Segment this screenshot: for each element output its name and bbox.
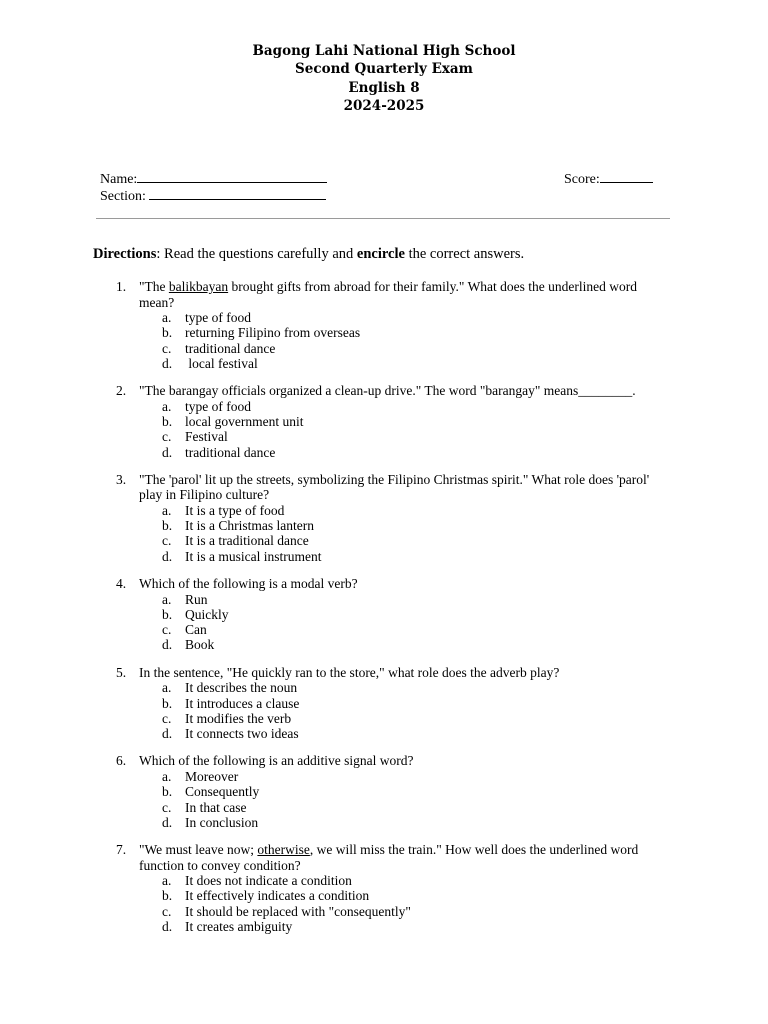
option-letter: c. <box>162 622 172 638</box>
option-text: It introduces a clause <box>185 695 300 711</box>
question-text-pre: "We must leave now; <box>139 842 258 858</box>
section-field[interactable] <box>93 169 326 205</box>
question-list <box>0 279 768 946</box>
option-text: It is a traditional dance <box>185 533 309 549</box>
option-b[interactable] <box>0 325 768 340</box>
option-list <box>0 873 768 934</box>
option-list <box>0 592 768 653</box>
option-a[interactable] <box>0 503 768 518</box>
option-list <box>0 399 768 460</box>
option-text: Quickly <box>185 606 229 622</box>
subject-title: English 8 <box>348 79 420 96</box>
option-letter: b. <box>162 784 173 800</box>
option-text: Moreover <box>185 768 239 784</box>
section-blank[interactable] <box>149 186 326 200</box>
option-text: It is a type of food <box>185 502 285 518</box>
question-text-post: brought gifts from abroad for their family." What does the underlined word mean? <box>139 279 638 310</box>
option-a[interactable] <box>0 769 768 784</box>
question-text <box>139 383 669 399</box>
option-letter: a. <box>162 502 172 518</box>
option-text: local festival <box>185 355 258 371</box>
question-number: 7. <box>116 842 127 858</box>
option-text: It is a musical instrument <box>185 548 322 564</box>
option-text: type of food <box>185 398 251 414</box>
option-c[interactable] <box>0 622 768 637</box>
option-letter: c. <box>162 710 172 726</box>
option-text: In that case <box>185 799 247 815</box>
option-letter: d. <box>162 919 173 935</box>
option-text: It creates ambiguity <box>185 919 293 935</box>
option-list <box>0 503 768 564</box>
option-text: Festival <box>185 429 228 445</box>
section-label: Section: <box>100 189 146 204</box>
option-letter: b. <box>162 606 173 622</box>
option-list <box>0 769 768 830</box>
question-text-underlined: otherwise <box>257 842 310 858</box>
option-letter: a. <box>162 398 172 414</box>
option-letter: b. <box>162 888 173 904</box>
question-number: 4. <box>116 576 127 592</box>
option-d[interactable] <box>0 445 768 460</box>
school-name: Bagong Lahi National High School <box>252 43 516 59</box>
option-c[interactable] <box>0 800 768 815</box>
directions-lead: Directions <box>93 246 157 262</box>
option-letter: b. <box>162 518 173 534</box>
option-text: Can <box>185 622 207 638</box>
option-d[interactable] <box>0 815 768 830</box>
score-label: Score: <box>564 172 600 187</box>
question-text <box>139 753 669 769</box>
option-letter: b. <box>162 413 173 429</box>
option-letter: d. <box>162 548 173 564</box>
directions-text-after: the correct answers. <box>404 246 525 262</box>
option-c[interactable] <box>0 533 768 548</box>
directions-text-before: : Read the questions carefully and <box>156 246 357 262</box>
question-text <box>139 842 669 873</box>
divider <box>96 218 670 219</box>
question-text-pre: "The 'parol' lit up the streets, symbolizing the Filipino Christmas spirit." What role does 'parol' play in Filipino culture? <box>139 471 650 503</box>
option-letter: b. <box>162 695 173 711</box>
option-b[interactable] <box>0 607 768 622</box>
question-number: 3. <box>116 471 127 487</box>
score-blank[interactable] <box>600 169 653 183</box>
option-letter: d. <box>162 637 173 653</box>
option-a[interactable] <box>0 680 768 695</box>
option-text: It describes the noun <box>185 680 298 696</box>
exam-header <box>0 42 768 115</box>
question-text-pre: "The <box>139 279 169 294</box>
question-number: 1. <box>116 279 127 294</box>
option-a[interactable] <box>0 399 768 414</box>
option-letter: d. <box>162 355 173 371</box>
score-field[interactable] <box>557 152 653 188</box>
question-text-pre: In the sentence, "He quickly ran to the store," what role does the adverb play? <box>139 664 560 680</box>
option-letter: c. <box>162 533 172 549</box>
option-c[interactable] <box>0 429 768 444</box>
question-text-post: , we will miss the train." How well does the underlined word function to convey condition? <box>139 842 639 873</box>
option-letter: a. <box>162 680 172 696</box>
question-text <box>139 472 669 503</box>
option-text: It does not indicate a condition <box>185 873 352 889</box>
question-5 <box>0 665 768 742</box>
option-b[interactable] <box>0 784 768 799</box>
question-text-underlined: balikbayan <box>168 279 229 294</box>
question-text <box>139 665 669 681</box>
question-4 <box>0 576 768 653</box>
option-a[interactable] <box>0 592 768 607</box>
option-a[interactable] <box>0 310 768 325</box>
option-a[interactable] <box>0 873 768 888</box>
option-c[interactable] <box>0 904 768 919</box>
option-text: returning Filipino from overseas <box>185 325 361 341</box>
option-text: type of food <box>185 310 251 325</box>
option-d[interactable] <box>0 549 768 564</box>
option-text: local government unit <box>185 413 304 429</box>
option-d[interactable] <box>0 356 768 371</box>
option-d[interactable] <box>0 919 768 934</box>
option-letter: c. <box>162 429 172 445</box>
school-year: 2024-2025 <box>343 97 425 114</box>
option-text: traditional dance <box>185 340 276 356</box>
option-letter: c. <box>162 799 172 815</box>
option-letter: a. <box>162 873 172 889</box>
option-text: It effectively indicates a condition <box>185 888 370 904</box>
directions-emphasis: encircle <box>356 246 405 262</box>
question-text <box>139 279 669 310</box>
question-7 <box>0 842 768 934</box>
directions <box>93 245 524 263</box>
option-list <box>0 680 768 741</box>
option-d[interactable] <box>0 726 768 741</box>
option-text: Run <box>185 591 208 607</box>
option-text: It is a Christmas lantern <box>185 518 314 534</box>
option-letter: a. <box>162 310 172 325</box>
option-text: Consequently <box>185 784 260 800</box>
option-text: traditional dance <box>185 444 276 460</box>
question-number: 2. <box>116 383 127 399</box>
option-letter: a. <box>162 768 172 784</box>
option-c[interactable] <box>0 341 768 356</box>
option-list <box>0 310 768 371</box>
question-text-pre: Which of the following is an additive signal word? <box>139 753 414 769</box>
question-text-pre: "The barangay officials organized a clean-up drive." The word "barangay" means________. <box>139 383 636 399</box>
option-text: It modifies the verb <box>185 710 292 726</box>
option-letter: c. <box>162 903 172 919</box>
question-2 <box>0 383 768 460</box>
option-letter: b. <box>162 325 173 341</box>
option-text: It connects two ideas <box>185 726 299 742</box>
option-letter: d. <box>162 814 173 830</box>
option-d[interactable] <box>0 637 768 652</box>
option-letter: d. <box>162 444 173 460</box>
option-b[interactable] <box>0 518 768 533</box>
exam-title: Second Quarterly Exam <box>295 61 473 78</box>
question-6 <box>0 753 768 830</box>
option-letter: c. <box>162 340 172 356</box>
option-b[interactable] <box>0 414 768 429</box>
option-b[interactable] <box>0 696 768 711</box>
option-letter: a. <box>162 591 172 607</box>
option-text: In conclusion <box>185 814 259 830</box>
option-c[interactable] <box>0 711 768 726</box>
option-letter: d. <box>162 726 173 742</box>
question-1 <box>0 279 768 371</box>
option-text: It should be replaced with "consequently" <box>185 903 411 919</box>
option-text: Book <box>185 637 215 653</box>
question-number: 5. <box>116 664 127 680</box>
question-number: 6. <box>116 753 127 769</box>
option-b[interactable] <box>0 888 768 903</box>
name-label: Name: <box>100 172 138 187</box>
question-3 <box>0 472 768 564</box>
question-text-pre: Which of the following is a modal verb? <box>139 576 358 592</box>
question-text <box>139 576 669 592</box>
